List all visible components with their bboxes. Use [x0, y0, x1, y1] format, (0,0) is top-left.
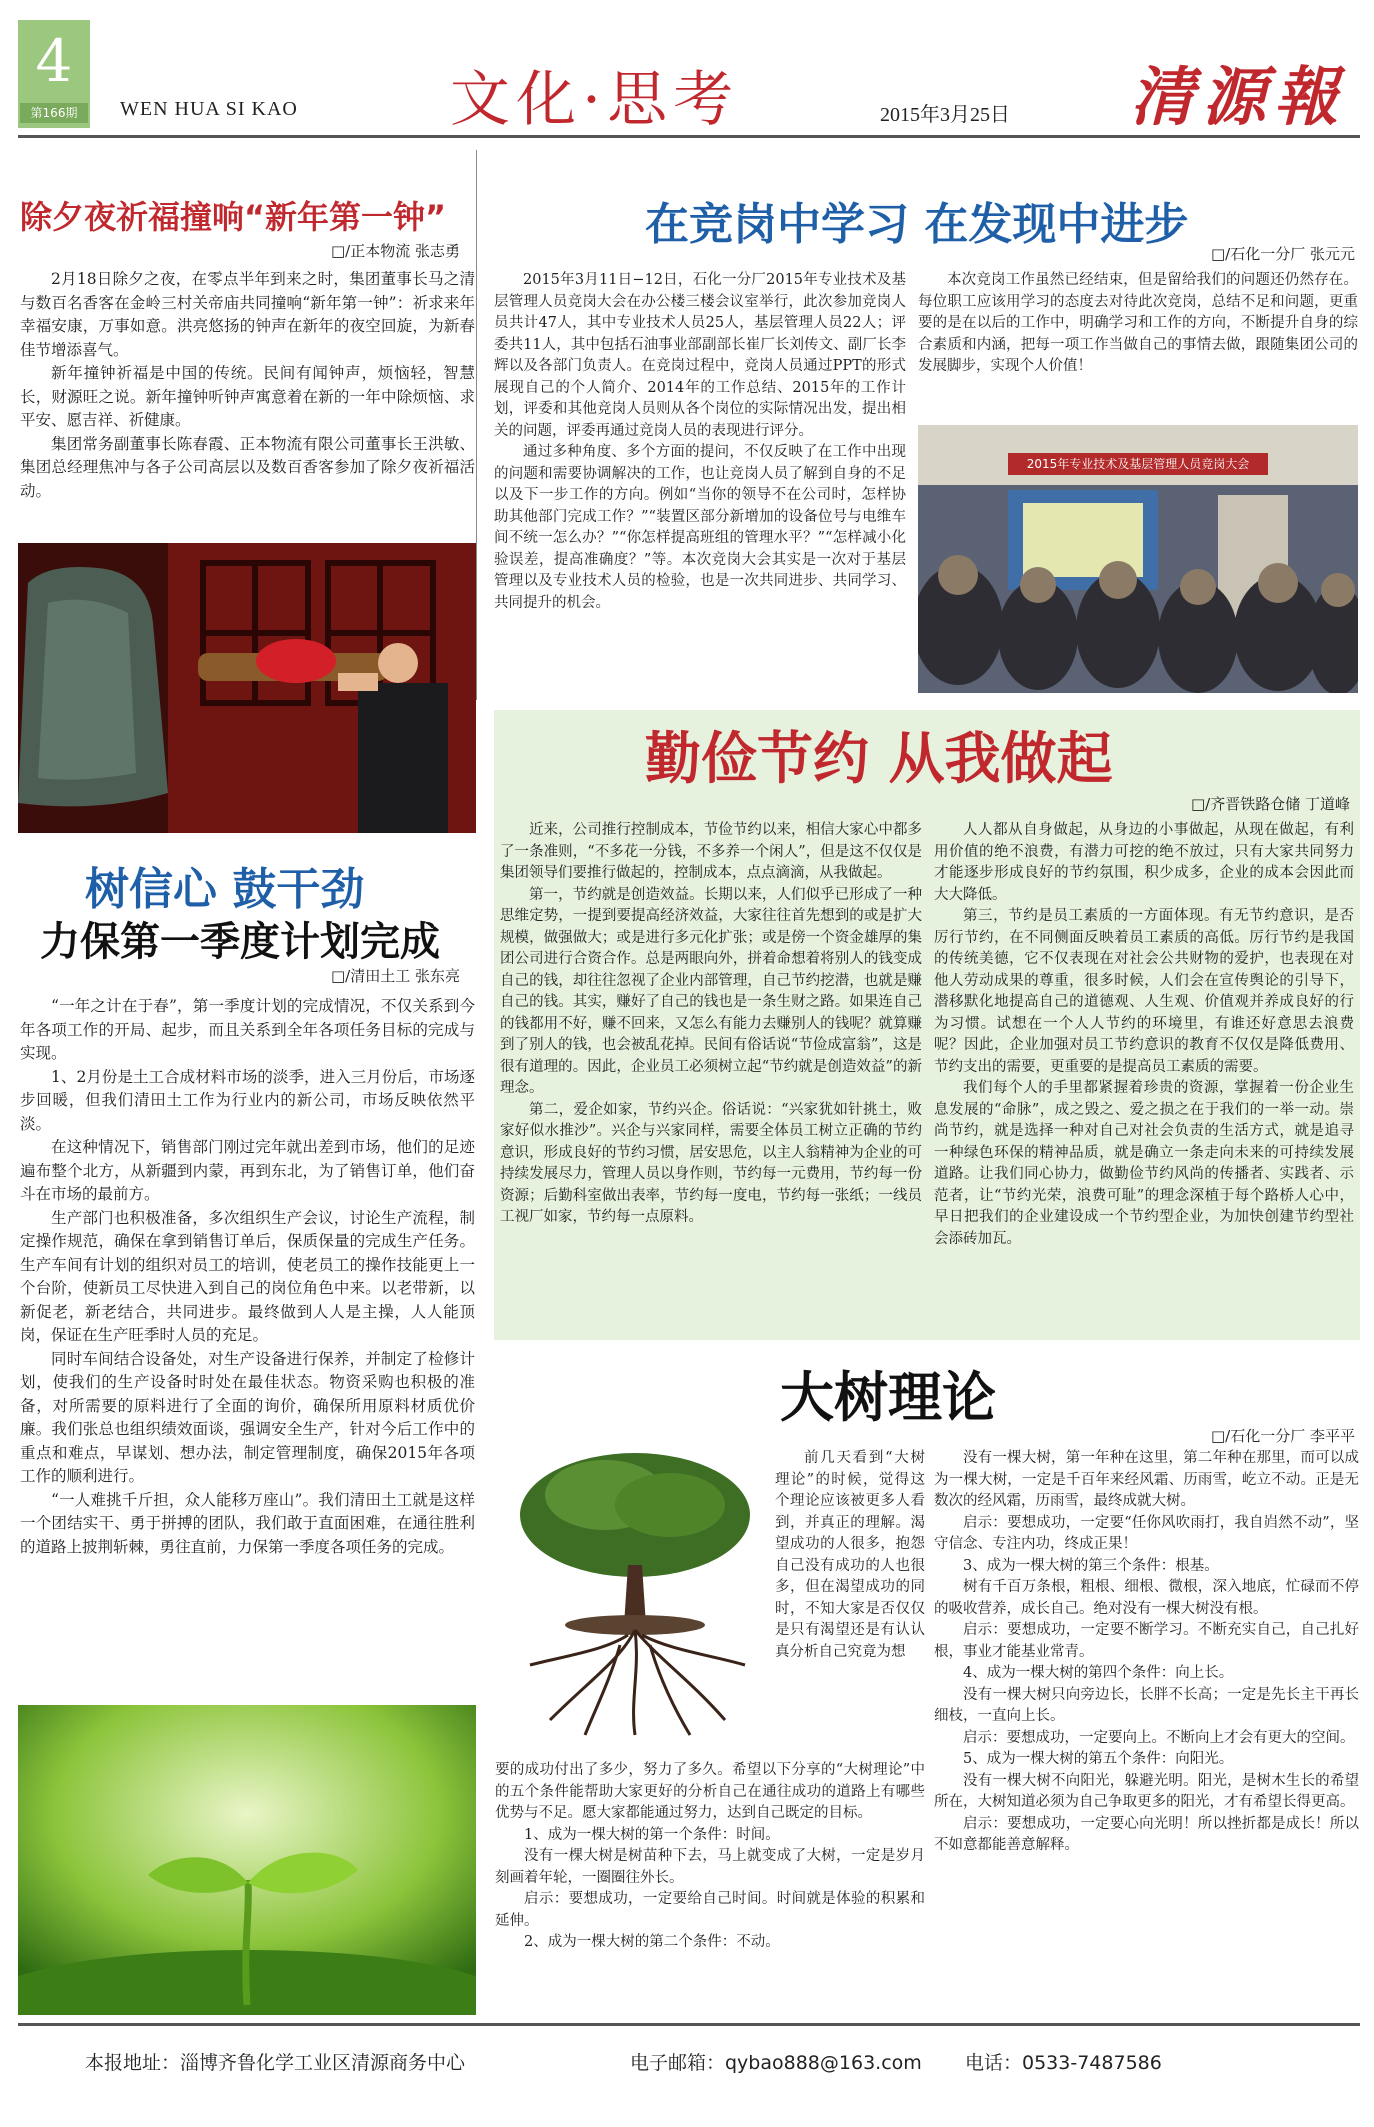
article3-paragraph: “一年之计在于春”，第一季度计划的完成情况，不仅关系到今年各项工作的开局、起步，而且关系到全年各项任务目标的完成与实现。	[20, 997, 475, 1062]
meeting-banner: 2015年专业技术及基层管理人员竞岗大会	[1008, 453, 1268, 475]
article3-paragraph: 在这种情况下，销售部门刚过完年就出差到市场，他们的足迹遍布整个北方，从新疆到内蒙，再到东北，为了销售订单，他们奋斗在市场的最前方。	[20, 1138, 475, 1203]
article5-paragraph: 5、成为一棵大树的第五个条件：向阳光。	[963, 1751, 1234, 1767]
article3-paragraph: 同时车间结合设备处，对生产设备进行保养，并制定了检修计划，使我们的生产设备时时处在最佳状态。物资采购也积极的准备，对所需要的原料进行了全面的询价，确保所用原料材质优价廉。我们张总也组织绩效面谈，强调安全生产，针对今后工作中的重点和难点，早谋划、想办法，制定管理制度，确保2015年各项工作的顺利进行。	[20, 1349, 475, 1485]
publication-date: 2015年3月25日	[880, 104, 1010, 126]
article2-column-2	[918, 270, 1358, 420]
page-number: 4	[35, 27, 73, 95]
article5-column-1-bottom	[495, 1760, 925, 2005]
section-pinyin: WEN HUA SI KAO	[120, 98, 298, 120]
article4-paragraph: 第一，节约就是创造效益。长期以来，人们似乎已形成了一种思维定势，一提到要提高经济效益，大家往往首先想到的或是扩大规模，做强做大；或是进行多元化扩张；或是傍一个资金雄厚的集团公司进行合资合作。总是两眼向外，拼着命想着将别人的钱变成自己的钱，却往往忽视了企业内部管理，自己节约挖潜，也就是赚自己的钱。其实，赚好了自己的钱也是一条生财之路。如果连自己的钱都用不好，赚不回来，又怎么有能力去赚别人的钱呢？就算赚到了别人的钱，也会被乱花掉。民间有俗话说“节俭成富翁”，这是很有道理的。因此，企业员工必须树立起“节约就是创造效益”的新理念。	[500, 886, 922, 1096]
article3-title-line1: 树信心 鼓干劲	[85, 864, 365, 915]
article2-paragraph: 通过多种角度、多个方面的提问，不仅反映了在工作中出现的问题和需要协调解决的工作，也让竞岗人员了解到自身的不足以及下一步工作的方向。例如“当你的领导不在公司时，怎样协助其他部门完成工作？”“装置区部分新增加的设备位号与电维车间不统一怎么办？”“你怎样提高班组的管理水平？”“怎样减小化验误差，提高准确度？”等。本次竞岗大会其实是一次对于基层管理以及专业技术人员的检验，也是一次共同进步、共同学习、共同提升的机会。	[494, 444, 906, 611]
article5-paragraph: 要的成功付出了多少，努力了多久。希望以下分享的“大树理论”中的五个条件能帮助大家更好的分析自己在通往成功的道路上有哪些优势与不足。愿大家都能通过努力，达到自己既定的目标。	[495, 1762, 925, 1821]
footer-phone: 电话：0533-7487586	[965, 2052, 1162, 2074]
article4-byline: □/齐晋铁路仓储 丁道峰	[1191, 795, 1350, 813]
column-divider	[476, 150, 477, 700]
article4-paragraph: 第二，爱企如家，节约兴企。俗话说：“兴家犹如针挑土，败家好似水推沙”。兴企与兴家同样，需要全体员工树立正确的节约意识，形成良好的节约习惯，居安思危，以主人翁精神为企业的可持续发展尽力，管理人员以身作则，节约每一元费用，节约每一份资源；后勤科室做出表率，节约每一度电，节约每一张纸；一线员工视厂如家，节约每一点原料。	[500, 1101, 922, 1225]
article5-byline: □/石化一分厂 李平平	[1211, 1427, 1355, 1445]
article4-title: 勤俭节约 从我做起	[645, 727, 1113, 792]
article5-title: 大树理论	[780, 1366, 996, 1429]
article5-paragraph: 启示：要想成功，一定要“任你风吹雨打，我自岿然不动”，坚守信念、专注内功，终成正果！	[934, 1514, 1359, 1552]
article1-paragraph: 新年撞钟祈福是中国的传统。民间有闻钟声，烦恼轻，智慧长，财源旺之说。新年撞钟听钟声寓意着在新的一年中除烦恼、求平安、愿吉祥、祈健康。	[20, 364, 475, 429]
article4-column-1	[500, 820, 922, 1336]
article3-title-line2: 力保第一季度计划完成	[40, 919, 440, 965]
masthead-rule	[18, 135, 1360, 138]
issue-number: 第166期	[20, 103, 88, 123]
article5-paragraph: 没有一棵大树不向阳光，躲避光明。阳光，是树木生长的希望所在，大树知道必须为自己争取更多的阳光，才有希望长得更高。	[934, 1772, 1359, 1810]
article3-paragraph: 1、2月份是土工合成材料市场的淡季，进入三月份后，市场逐步回暖，但我们清田土工作为行业内的新公司，市场反映依然平淡。	[20, 1067, 475, 1133]
article4-paragraph: 近来，公司推行控制成本，节俭节约以来，相信大家心中都多了一条准则，“不多花一分钱，不多养一个闲人”，但是这不仅仅是集团领导们要推行做起的，控制成本，点点滴滴，从我做起。	[500, 822, 922, 881]
article1-title: 除夕夜祈福撞响“新年第一钟”	[20, 198, 447, 236]
article1-byline: □/正本物流 张志勇	[331, 242, 460, 260]
article3-body	[20, 995, 475, 1693]
article4-paragraph: 人人都从自身做起，从身边的小事做起，从现在做起，有利用价值的绝不浪费，有潜力可挖的绝不放过，只有大家共同努力才能逐步形成良好的节约氛围，积少成多，企业的成本会因此而大大降低。	[934, 822, 1354, 903]
article5-paragraph: 没有一棵大树，第一年种在这里，第二年种在那里，而可以成为一棵大树，一定是千百年来经风霜、历雨雪，屹立不动。正是无数次的经风霜，历雨雪，最终成就大树。	[934, 1450, 1359, 1509]
article5-paragraph: 2、成为一棵大树的第二个条件：不动。	[524, 1934, 780, 1950]
article2-title: 在竞岗中学习 在发现中进步	[645, 199, 1189, 250]
competition-meeting-photo	[918, 425, 1358, 693]
article1-body	[20, 268, 475, 530]
article1-paragraph: 集团常务副董事长陈春霞、正本物流有限公司董事长王洪敏、集团总经理焦冲与各子公司高层以及数百香客参加了除夕夜祈福活动。	[20, 434, 475, 500]
article5-paragraph: 3、成为一棵大树的第三个条件：根基。	[963, 1557, 1219, 1574]
article5-paragraph: 启示：要想成功，一定要向上。不断向上才会有更大的空间。	[963, 1729, 1355, 1746]
article3-paragraph: 生产部门也积极准备，多次组织生产会议，讨论生产流程，制定操作规范，确保在拿到销售订单后，保质保量的完成生产任务。生产车间有计划的组织对员工的培训，使老员工的操作技能更上一个台阶，使新员工尽快进入到自己的岗位角色中来。以老带新，以新促老，新老结合，共同进步。最终做到人人是主操，人人能顶岗，保证在生产旺季时人员的充足。	[20, 1208, 475, 1344]
article5-paragraph: 4、成为一棵大树的第四个条件：向上长。	[963, 1665, 1234, 1681]
footer-rule	[18, 2023, 1360, 2026]
footer-email: 电子邮箱：qybao888@163.com	[630, 2052, 922, 2074]
article5-paragraph: 1、成为一棵大树的第一个条件：时间。	[524, 1826, 780, 1843]
article5-paragraph: 启示：要想成功，一定要心向光明！所以挫折都是成长！所以不如意都能善意解释。	[934, 1815, 1359, 1853]
article2-column-1	[494, 270, 906, 690]
paper-logo: 清源報	[1130, 60, 1346, 135]
article5-column-1-top	[775, 1448, 925, 1760]
article2-paragraph: 2015年3月11日−12日，石化一分厂2015年专业技术及基层管理人员竞岗大会在办公楼三楼会议室举行，此次参加竞岗人员共计47人，其中专业技术人员25人，基层管理人员22人；评委共11人，其中包括石油事业部副部长崔厂长刘传文、副厂长李辉以及各部门负责人。在竞岗过程中，竞岗人员通过PPT的形式展现自己的个人简介、2014年的工作总结、2015年的工作计划，评委和其他竞岗人员则从各个岗位的实际情况出发，提出相关的问题，评委再通过竞岗人员的表现进行评分。	[494, 272, 906, 439]
article4-paragraph: 第三，节约是员工素质的一方面体现。有无节约意识，是否厉行节约，在不同侧面反映着员工素质的高低。厉行节约是我国的传统美德，它不仅表现在对社会公共财物的爱护，也表现在对他人劳动成果的尊重，很多时候，人们会在宣传舆论的引导下，潜移默化地提高自己的道德观、人生观、价值观并养成良好的行为习惯。试想在一个人人节约的环境里，有谁还好意思去浪费呢？因此，企业加强对员工节约意识的教育不仅仅是降低费用、节约支出的需要，更重要的是提高员工素质的需要。	[934, 908, 1354, 1075]
article5-paragraph: 启示：要想成功，一定要给自己时间。时间就是体验的积累和延伸。	[495, 1891, 925, 1929]
article4-column-2	[934, 820, 1354, 1336]
article3-byline: □/清田土工 张东亮	[331, 967, 460, 985]
article1-paragraph: 2月18日除夕之夜，在零点半年到来之时，集团董事长马之清与数百名香客在金岭三村关帝庙共同撞响“新年第一钟”：祈求来年幸福安康，万事如意。洪亮悠扬的钟声在新年的夜空回旋，为新春佳节增添喜气。	[20, 270, 475, 359]
article2-byline: □/石化一分厂 张元元	[1211, 245, 1355, 263]
bell-ringing-photo	[18, 543, 476, 833]
footer-address: 本报地址：淄博齐鲁化学工业区清源商务中心	[85, 2052, 466, 2074]
article5-column-2	[934, 1448, 1359, 2008]
article5-paragraph: 前几天看到“大树理论”的时候，觉得这个理论应该被更多人看到，并真正的理解。渴望成功的人很多，抱怨自己没有成功的人也很多，但在渴望成功的同时，不知大家是否仅仅是只有渴望还是有认认真分析自己究竟为想	[775, 1450, 925, 1660]
article5-paragraph: 没有一棵大树是树苗种下去，马上就变成了大树，一定是岁月刻画着年轮，一圈圈往外长。	[495, 1848, 925, 1886]
article5-paragraph: 树有千百万条根，粗根、细根、微根，深入地底，忙碌而不停的吸收营养，成长自己。绝对没有一棵大树没有根。	[934, 1579, 1359, 1617]
big-tree-illustration	[510, 1440, 760, 1740]
section-title: 文化·思考	[450, 65, 740, 135]
article3-paragraph: “一人难挑千斤担，众人能移万座山”。我们清田土工就是这样一个团结实干、勇于拼搏的团队，我们敢于直面困难，在通往胜利的道路上披荆斩棘，勇往直前，力保第一季度各项任务的完成。	[20, 1490, 475, 1556]
article4-paragraph: 我们每个人的手里都紧握着珍贵的资源，掌握着一份企业生息发展的“命脉”，成之毁之、爱之损之在于我们的一举一动。崇尚节约，就是选择一种对自己对社会负责的生活方式，就是追寻一种绿色环保的精神品质，就是确立一条走向未来的可持续发展道路。让我们同心协力，做勤俭节约风尚的传播者、实践者、示范者，让“节约光荣，浪费可耻”的理念深植于每个路桥人心中，早日把我们的企业建设成一个节约型企业，为加快创建节约型社会添砖加瓦。	[934, 1080, 1354, 1247]
seedling-photo	[18, 1705, 476, 2015]
article5-paragraph: 启示：要想成功，一定要不断学习。不断充实自己，自己扎好根，事业才能基业常青。	[934, 1622, 1359, 1660]
article5-paragraph: 没有一棵大树只向旁边长，长胖不长高；一定是先长主干再长细枝，一直向上长。	[934, 1686, 1359, 1724]
article2-paragraph: 本次竞岗工作虽然已经结束，但是留给我们的问题还仍然存在。每位职工应该用学习的态度去对待此次竞岗，总结不足和问题，更重要的是在以后的工作中，明确学习和工作的方向，不断提升自身的综合素质和内涵，把每一项工作当做自己的事情去做，跟随集团公司的发展脚步，实现个人价值！	[918, 272, 1358, 374]
